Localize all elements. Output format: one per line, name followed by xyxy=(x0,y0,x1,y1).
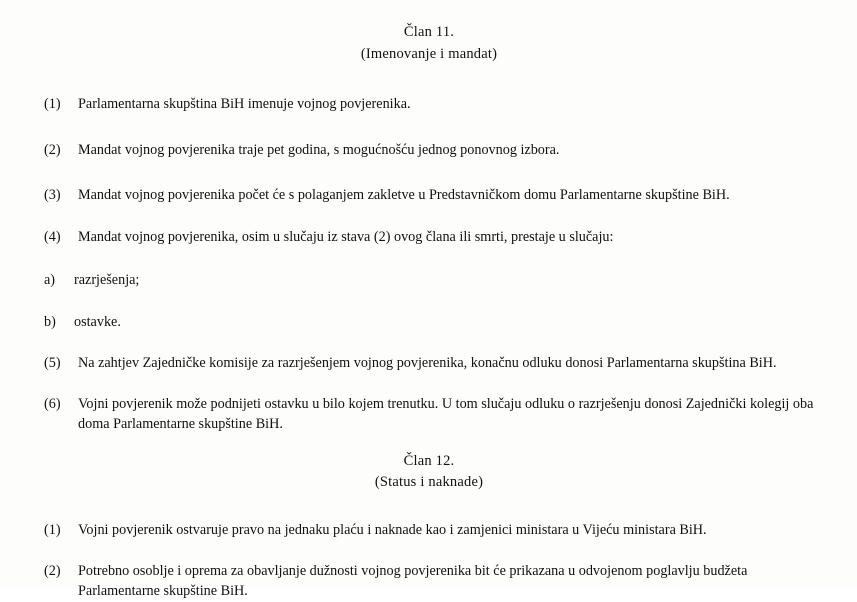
list-marker: a) xyxy=(44,271,56,288)
paragraph-marker: (6) xyxy=(44,396,61,413)
paragraph-marker: (1) xyxy=(44,522,61,539)
paragraph-text: Vojni povjerenik ostvaruje pravo na jednaku plaću i naknade kao i zamjenici ministara u Vijeću ministara BiH. xyxy=(78,522,707,539)
article-12-number: Član 12. xyxy=(403,452,455,469)
article-12-heading xyxy=(44,451,814,495)
paragraph-text: Vojni povjerenik može podnijeti ostavku u bilo kojem trenutku. U tom slučaju odluku o razrješenju donosi Zajednički kolegij oba doma Parlamentarne skupštine BiH. xyxy=(78,396,814,433)
article-11-paragraph-4 xyxy=(44,227,814,247)
article-11-number: Član 11. xyxy=(403,24,455,40)
paragraph-marker: (3) xyxy=(44,186,61,203)
article-12-paragraph-1 xyxy=(44,520,814,540)
paragraph-marker: (1) xyxy=(44,95,61,112)
article-11-item-a xyxy=(44,270,814,290)
paragraph-text: Potrebno osoblje i oprema za obavljanje dužnosti vojnog povjerenika bit će prikazana u odvojenom poglavlju budžeta Parlamentarne skupštine BiH. xyxy=(78,563,748,599)
article-11-heading xyxy=(44,22,814,66)
article-11-paragraph-3 xyxy=(44,186,814,206)
article-11-paragraph-1 xyxy=(44,94,814,114)
article-12-subtitle: (Status i naknade) xyxy=(374,474,484,491)
article-11-paragraph-5 xyxy=(44,354,814,374)
paragraph-text: Mandat vojnog povjerenika traje pet godina, s mogućnošću jednog ponovnog izbora. xyxy=(78,141,560,158)
article-11-paragraph-2 xyxy=(44,140,814,160)
paragraph-text: Mandat vojnog povjerenika počet će s polaganjem zakletve u Predstavničkom domu Parlamentarne skupštine BiH. xyxy=(78,186,730,203)
list-text: razrješenja; xyxy=(74,271,140,288)
paragraph-text: Mandat vojnog povjerenika, osim u slučaju iz stava (2) ovog člana ili smrti, prestaje u slučaju: xyxy=(78,229,614,246)
list-marker: b) xyxy=(44,313,56,330)
paragraph-marker: (5) xyxy=(44,354,61,371)
article-12-paragraph-2 xyxy=(44,562,814,601)
list-text: ostavke. xyxy=(74,313,121,330)
article-11-subtitle: (Imenovanje i mandat) xyxy=(360,45,498,62)
article-11-paragraph-6 xyxy=(44,395,814,434)
paragraph-text: Parlamentarna skupština BiH imenuje vojnog povjerenika. xyxy=(78,95,411,112)
paragraph-marker: (4) xyxy=(44,229,61,246)
document-content xyxy=(44,22,814,602)
paragraph-marker: (2) xyxy=(44,141,61,158)
paragraph-marker: (2) xyxy=(44,563,61,580)
article-11-item-b xyxy=(44,312,814,332)
paragraph-text: Na zahtjev Zajedničke komisije za razrješenjem vojnog povjerenika, konačnu odluku donosi Parlamentarna skupština BiH. xyxy=(78,354,777,371)
